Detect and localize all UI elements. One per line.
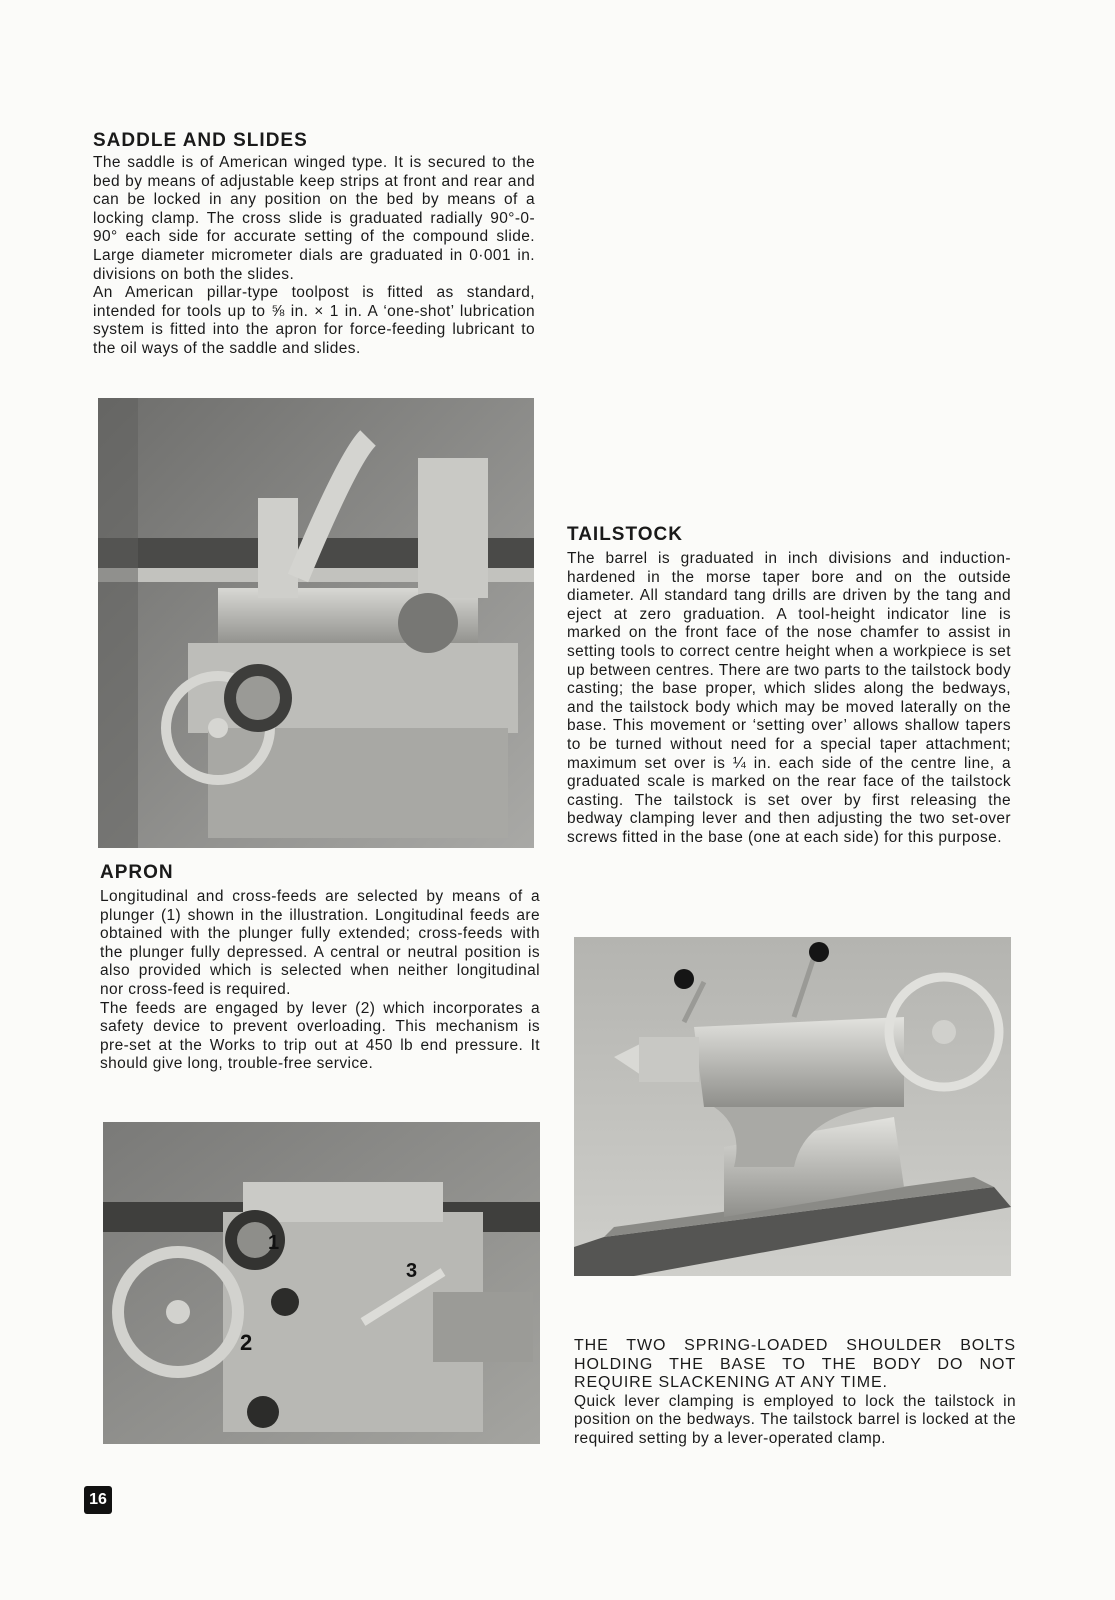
tailstock-section: [567, 524, 1011, 848]
saddle-paragraph-2: An American pillar-type toolpost is fitted as standard, intended for tools up to ⅝ in. × 1 in. A ‘one-shot’ lubrication system is fitted into the apron for force-feeding lubricant to the oil ways of the saddle and slides.: [93, 284, 535, 357]
handle-label: 3: [406, 1260, 418, 1282]
saddle-paragraph-1: The saddle is of American winged type. It is secured to the bed by means of adjustable keep strips at front and rear and can be locked in any position on the bed by means of a locking clamp. The cross slide is graduated radially 90°-0-90° each side for accurate setting of the compound slide. Large diameter micrometer dials are graduated in 0·001 in. divisions on both the slides.: [93, 154, 535, 283]
apron-paragraph-2: The feeds are engaged by lever (2) which incorporates a safety device to prevent overloading. This mechanism is pre-set at the Works to trip out at 450 lb end pressure. It should give long, trouble-free service.: [100, 999, 540, 1073]
bolts-section: [574, 1337, 1016, 1449]
saddle-photo: [98, 398, 534, 848]
tailstock-photo: [574, 937, 1011, 1276]
saddle-heading: SADDLE AND SLIDES: [93, 130, 308, 151]
saddle-section: [93, 130, 535, 359]
apron-photo: [103, 1122, 540, 1444]
apron-heading: APRON: [100, 862, 174, 883]
tailstock-heading: TAILSTOCK: [567, 524, 683, 545]
tailstock-paragraph: The barrel is graduated in inch divisions and induction-hardened in the morse taper bore and on the outside diameter. All standard tang drills are driven by the tang and eject at zero graduation. A tool-height indicator line is marked on the front face of the nose chamfer to assist in setting tools to correct centre height when a workpiece is set up between centres. There are two parts to the tailstock body casting; the base proper, which slides along the bedways, and the tailstock body which may be moved laterally on the base. This movement or ‘setting over’ allows shallow tapers to be turned without need for a special taper attachment; maximum set over is ¼ in. each side of the centre line, a graduated scale is marked on the rear face of the tailstock casting. The tailstock is set over by first releasing the bedway clamping lever and then adjusting the two set-over screws fitted in the base (one at each side) for this purpose.: [567, 550, 1011, 846]
apron-section: [100, 862, 540, 1074]
page-number: 16: [84, 1486, 112, 1514]
bolts-paragraph: Quick lever clamping is employed to lock the tailstock in position on the bedways. The tailstock barrel is locked at the required setting by a lever-operated clamp.: [574, 1392, 1016, 1447]
lever-label: 2: [240, 1330, 253, 1355]
bolts-caps-text: THE TWO SPRING-LOADED SHOULDER BOLTS HOLDING THE BASE TO THE BODY DO NOT REQUIRE SLACKENING AT ANY TIME.: [574, 1337, 1016, 1392]
plunger-label: 1: [268, 1232, 280, 1254]
apron-paragraph-1: Longitudinal and cross-feeds are selected by means of a plunger (1) shown in the illustration. Longitudinal feeds are obtained with the plunger fully extended; cross-feeds with the plunger fully depressed. A central or neutral position is also provided which is selected when neither longitudinal nor cross-feed is required.: [100, 888, 540, 998]
